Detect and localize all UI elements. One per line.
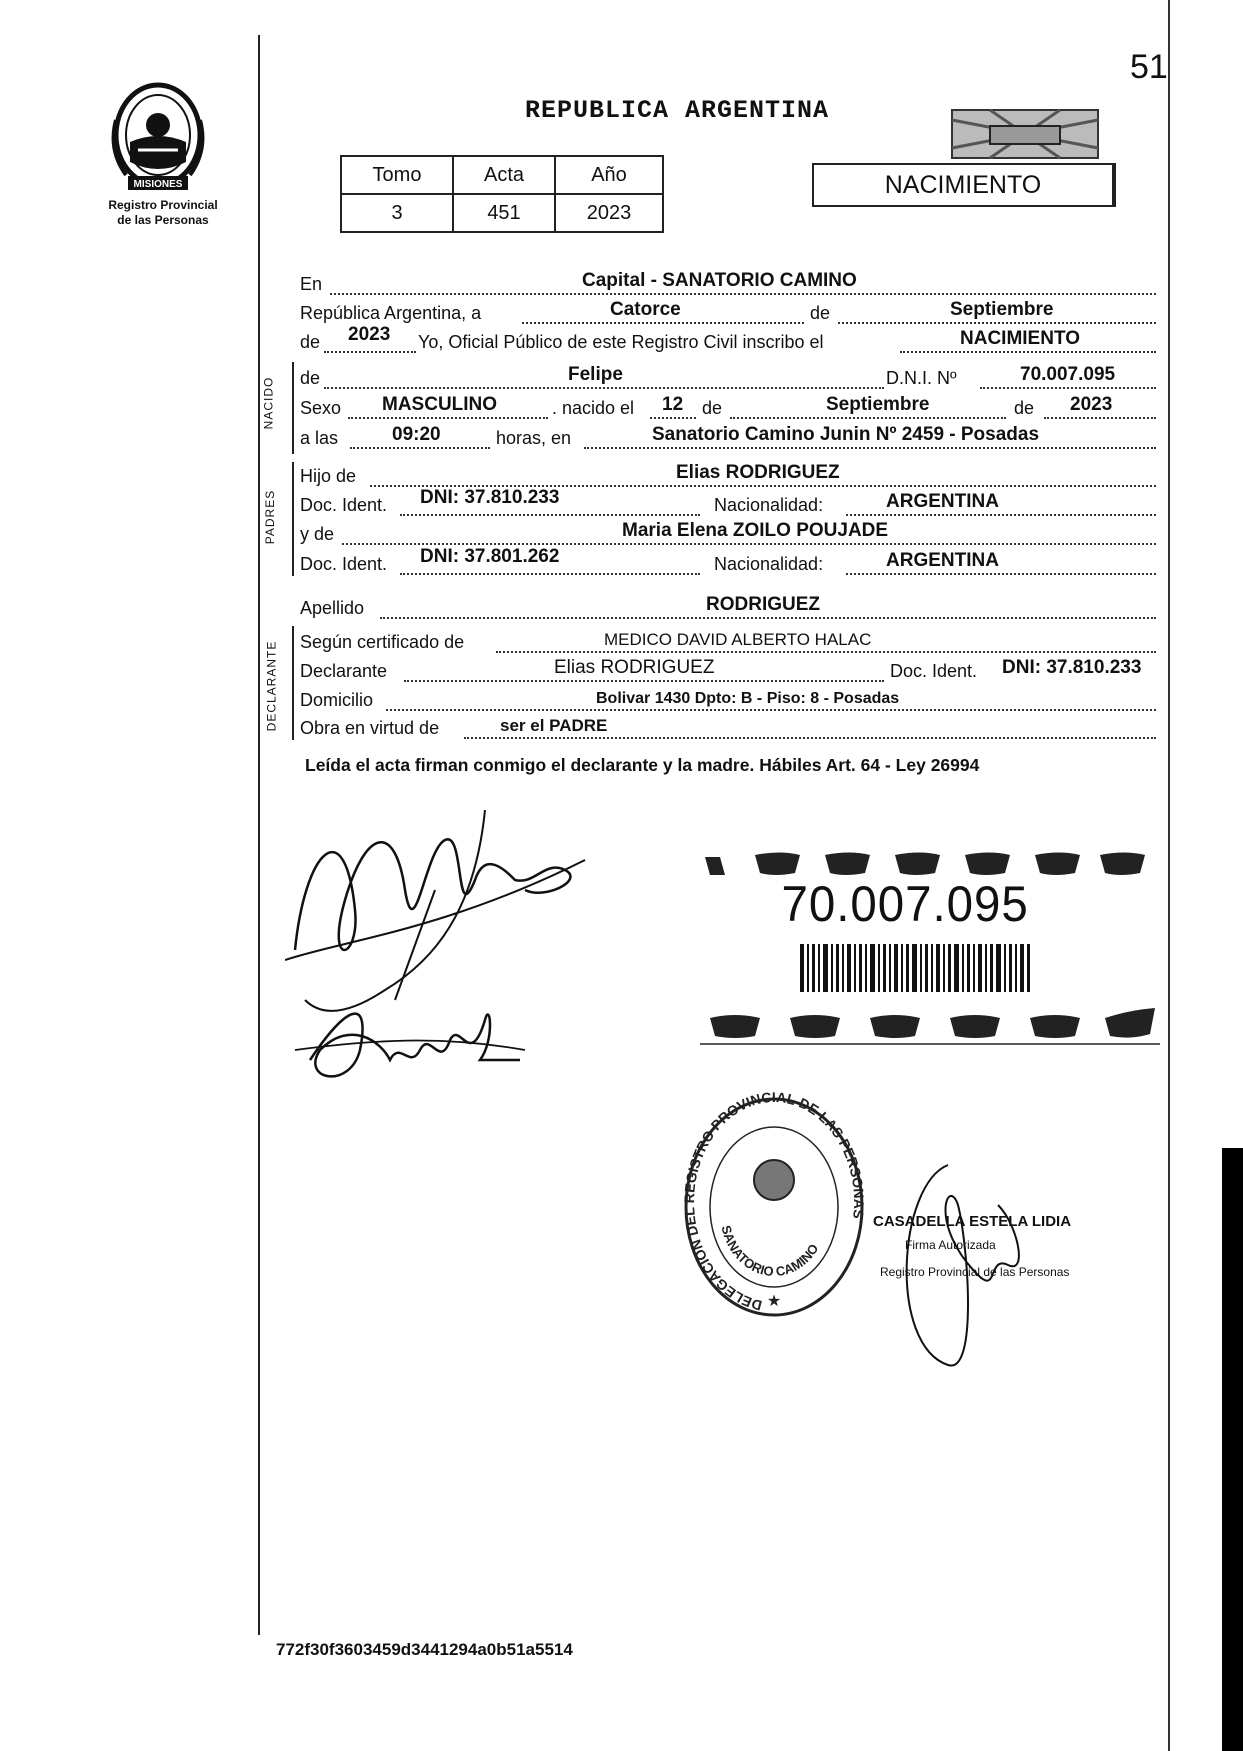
document-title: REPUBLICA ARGENTINA: [525, 96, 830, 125]
page-edge-line: [1168, 0, 1170, 1751]
row-nacido-sexo: [300, 392, 1156, 422]
province-logo-icon: [108, 80, 208, 198]
obra-label: Obra en virtud de: [300, 718, 440, 738]
margin-rule: [258, 35, 260, 1635]
row-en: [300, 268, 1156, 298]
official-signature: [888, 1145, 1048, 1375]
horas-en-label: horas, en: [496, 428, 572, 448]
domicilio-value: Bolivar 1430 Dpto: B - Piso: 8 - Posadas: [596, 690, 900, 707]
madre-doc-value: DNI: 37.801.262: [420, 546, 560, 567]
padre-nac-value: ARGENTINA: [886, 491, 999, 512]
declarante-doc-label: Doc. Ident.: [890, 661, 978, 681]
apellido-value: RODRIGUEZ: [706, 594, 820, 615]
segun-label: Según certificado de: [300, 632, 465, 652]
dia-value: Catorce: [610, 299, 681, 320]
registry-label-line1: Registro Provincial: [108, 198, 218, 212]
oficial-text: Yo, Oficial Público de este Registro Civil inscribo el: [418, 332, 824, 352]
row-domicilio: [300, 684, 1156, 714]
padre-doc-value: DNI: 37.810.233: [420, 487, 560, 508]
section-nacido: NACIDO: [261, 376, 276, 430]
barcode: [800, 944, 1030, 992]
official-role: Firma Autorizada: [905, 1238, 996, 1252]
section-padres: PADRES: [263, 489, 278, 545]
row-nacido-nombre: [300, 362, 1156, 392]
row-padre: [300, 460, 1156, 490]
row-nacido-hora: [300, 422, 1156, 452]
en-value: Capital - SANATORIO CAMINO: [582, 270, 857, 291]
dni-label: D.N.I. Nº: [886, 368, 957, 388]
madre-nac-label: Nacionalidad:: [714, 554, 824, 574]
nacido-de2-label: de: [702, 398, 723, 418]
scan-edge-shadow: [1222, 1148, 1243, 1751]
tomo-value: 3: [341, 194, 453, 232]
nacido-de-label: de: [300, 368, 321, 388]
domicilio-label: Domicilio: [300, 690, 374, 710]
anio-value: 2023: [555, 194, 663, 232]
madre-signature: [290, 980, 530, 1100]
nacido-dia-value: 12: [662, 394, 684, 415]
acta-header: Acta: [453, 156, 555, 194]
republica-label: República Argentina, a: [300, 303, 482, 323]
padre-doc-label: Doc. Ident.: [300, 495, 388, 515]
mes-value: Septiembre: [950, 299, 1054, 320]
logo-text: MISIONES: [133, 179, 183, 190]
seal-outer-text: DELEGACION DEL REGISTRO PROVINCIAL DE LAS PERSONAS: [680, 1092, 868, 1314]
registry-label: [88, 198, 238, 228]
row-certificado: [300, 626, 1156, 656]
de-label: de: [810, 303, 831, 323]
en-label: En: [300, 274, 323, 294]
declarante-doc-value: DNI: 37.810.233: [1002, 657, 1142, 678]
row-republica: [300, 297, 1156, 327]
seal-inner-text: SANATORIO CAMINO: [718, 1223, 822, 1280]
section-declarante: DECLARANTE: [264, 640, 279, 732]
stamped-id-number: 70.007.095: [781, 876, 1029, 932]
hora-value: 09:20: [392, 424, 441, 445]
padre-value: Elias RODRIGUEZ: [676, 462, 840, 483]
y-de-label: y de: [300, 524, 335, 544]
document-hash: 772f30f3603459d3441294a0b51a5514: [276, 1640, 573, 1659]
security-stamp-icon: [950, 108, 1100, 160]
de2-label: de: [300, 332, 321, 352]
nacido-anio-value: 2023: [1070, 394, 1113, 415]
inscribo-value: NACIMIENTO: [960, 328, 1080, 349]
padre-nac-label: Nacionalidad:: [714, 495, 824, 515]
svg-text:★: ★: [766, 1293, 782, 1310]
record-type-box: NACIMIENTO: [812, 163, 1116, 207]
security-band-bottom: [700, 1000, 1160, 1048]
anio-header: Año: [555, 156, 663, 194]
reference-table: [340, 155, 664, 233]
madre-nac-value: ARGENTINA: [886, 550, 999, 571]
row-obra: [300, 712, 1156, 742]
sexo-value: MASCULINO: [382, 394, 498, 415]
official-name: CASADELLA ESTELA LIDIA: [873, 1213, 1072, 1230]
row-apellido: [300, 592, 1156, 622]
row-padre-doc: [300, 489, 1156, 519]
row-anio: [300, 326, 1156, 356]
acta-value: 451: [453, 194, 555, 232]
nacido-mes-value: Septiembre: [826, 394, 930, 415]
row-madre: [300, 518, 1156, 548]
tomo-header: Tomo: [341, 156, 453, 194]
row-declarante: [300, 655, 1156, 685]
dni-value: 70.007.095: [1020, 364, 1116, 385]
lugar-value: Sanatorio Camino Junin Nº 2459 - Posadas: [652, 424, 1040, 445]
alas-label: a las: [300, 428, 339, 448]
row-madre-doc: [300, 548, 1156, 578]
hijo-de-label: Hijo de: [300, 466, 357, 486]
madre-doc-label: Doc. Ident.: [300, 554, 388, 574]
registry-seal: [680, 1092, 868, 1322]
nacido-el-label: . nacido el: [552, 398, 635, 418]
nombre-value: Felipe: [568, 364, 623, 385]
declarante-label: Declarante: [300, 661, 388, 681]
registry-label-line2: de las Personas: [117, 213, 209, 227]
page-number: 51: [1130, 48, 1168, 86]
anio-value: 2023: [348, 324, 391, 345]
declarante-value: Elias RODRIGUEZ: [554, 657, 715, 678]
certificado-value: MEDICO DAVID ALBERTO HALAC: [604, 630, 872, 649]
closing-note: Leída el acta firman conmigo el declarante y la madre. Hábiles Art. 64 - Ley 26994: [305, 755, 980, 775]
sexo-label: Sexo: [300, 398, 342, 418]
official-org: Registro Provincial de las Personas: [880, 1265, 1070, 1279]
obra-value: ser el PADRE: [500, 716, 608, 735]
nacido-de3-label: de: [1014, 398, 1035, 418]
apellido-label: Apellido: [300, 598, 365, 618]
madre-value: Maria Elena ZOILO POUJADE: [622, 520, 889, 541]
